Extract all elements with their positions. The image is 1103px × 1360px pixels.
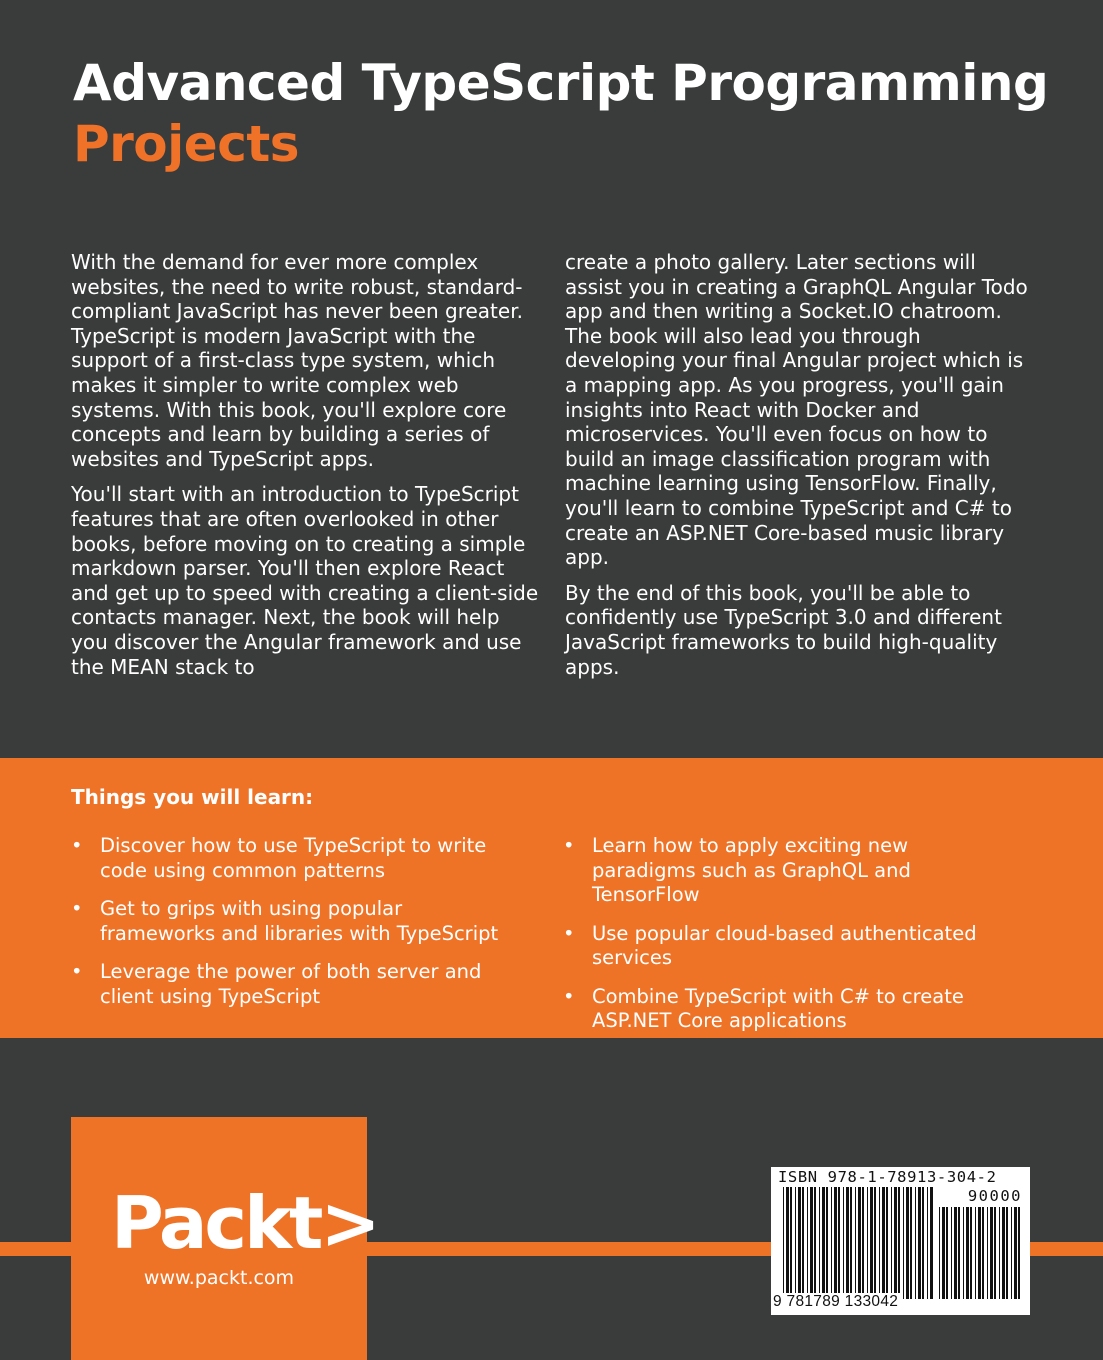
- learn-item: [563, 922, 1013, 971]
- barcode-bar: [910, 1187, 912, 1299]
- barcode-bar: [867, 1187, 868, 1299]
- learn-list-right: [563, 834, 1013, 1048]
- barcode-bar: [946, 1207, 948, 1299]
- learn-item: [71, 960, 521, 1009]
- learn-item-text: Combine TypeScript with C# to create ASP.NET Core applications: [592, 984, 964, 1032]
- barcode-bar: [822, 1187, 825, 1299]
- barcode-bar: [795, 1187, 796, 1299]
- barcode-bar: [963, 1207, 964, 1299]
- barcode-bar: [850, 1187, 852, 1299]
- barcode-bar: [915, 1187, 916, 1299]
- barcode-bar: [870, 1187, 873, 1299]
- barcode-bar: [978, 1207, 981, 1299]
- barcode-bar: [930, 1187, 933, 1299]
- learn-heading: Things you will learn:: [71, 785, 314, 809]
- barcode-bar: [862, 1187, 864, 1299]
- barcode-bar: [894, 1187, 897, 1299]
- barcode-bars-supplement: [939, 1207, 1023, 1299]
- barcode-bar: [790, 1187, 792, 1299]
- barcode-bar: [886, 1187, 888, 1299]
- barcode-bar: [970, 1207, 972, 1299]
- description-left-column: [71, 250, 541, 690]
- description-paragraph: You'll start with an introduction to TypeScript features that are often overlooked in other books, before moving on to creating a simple markdown parser. You'll then explore React and get up to speed with creating a client-side contacts manager. Next, the book will help you discover the Angular framework and use the MEAN stack to: [71, 482, 539, 679]
- bullet-icon: •: [563, 984, 575, 1008]
- bullet-icon: •: [563, 834, 575, 857]
- barcode-bar: [826, 1187, 828, 1299]
- barcode-bar: [843, 1187, 844, 1299]
- bullet-icon: •: [71, 834, 83, 857]
- barcode-bar: [783, 1187, 784, 1299]
- barcode-bar: [786, 1187, 789, 1299]
- barcode-bar: [966, 1207, 969, 1299]
- barcode-bar: [898, 1187, 900, 1299]
- barcode-bar: [855, 1187, 856, 1299]
- barcode-bar: [846, 1187, 849, 1299]
- barcode-bar: [994, 1207, 996, 1299]
- barcode-bar: [939, 1207, 940, 1299]
- learn-item: [71, 834, 521, 883]
- barcode: [771, 1167, 1030, 1315]
- barcode-bar: [858, 1187, 861, 1299]
- barcode-bar: [958, 1207, 960, 1299]
- learn-item-text: Learn how to apply exciting new paradigms such as GraphQL and TensorFlow: [592, 834, 911, 906]
- barcode-bar: [999, 1207, 1000, 1299]
- bullet-icon: •: [563, 921, 575, 945]
- barcode-bars-main: [783, 1187, 933, 1299]
- barcode-bar: [838, 1187, 840, 1299]
- book-subtitle: Projects: [73, 115, 300, 173]
- barcode-bar: [903, 1187, 904, 1299]
- learn-item-text: Get to grips with using popular frameworks and libraries with TypeScript: [100, 897, 499, 945]
- isbn-label: ISBN 978-1-78913-304-2: [778, 1168, 997, 1186]
- price-code: 90000: [967, 1187, 1022, 1205]
- learn-list-left: [71, 834, 521, 1023]
- barcode-bar: [1014, 1207, 1017, 1299]
- barcode-bar: [798, 1187, 801, 1299]
- barcode-bar: [1018, 1207, 1020, 1299]
- ean-number: 9 781789 133042: [773, 1293, 899, 1310]
- description-paragraph: By the end of this book, you'll be able to confidently use TypeScript 3.0 and different JavaScript frameworks to build high-quality apps.: [565, 580, 1002, 679]
- learn-item-text: Leverage the power of both server and client using TypeScript: [100, 960, 482, 1008]
- publisher-url: www.packt.com: [143, 1267, 295, 1289]
- learn-item-text: Discover how to use TypeScript to write code using common patterns: [100, 834, 487, 882]
- learn-item: [563, 985, 1013, 1034]
- barcode-bar: [975, 1207, 976, 1299]
- book-title: Advanced TypeScript Programming: [73, 54, 1049, 112]
- barcode-bar: [1002, 1207, 1005, 1299]
- bullet-icon: •: [71, 960, 83, 983]
- learn-item: [71, 897, 521, 946]
- barcode-bar: [834, 1187, 837, 1299]
- barcode-bar: [954, 1207, 957, 1299]
- barcode-bar: [882, 1187, 885, 1299]
- barcode-bar: [802, 1187, 804, 1299]
- barcode-bar: [819, 1187, 820, 1299]
- description-paragraph: create a photo gallery. Later sections will assist you in creating a GraphQL Angular Todo app and then writing a Socket.IO chatroom. The book will also lead you through developing your final Angular project which is a mapping app. As you progress, you'll gain insights into React with Docker and microservices. You'll even focus on how to build an image classification program with machine learning using TensorFlow. Finally, you'll learn to combine TypeScript and C# to create an ASP.NET Core-based music library app.: [565, 250, 1028, 570]
- barcode-bar: [1011, 1207, 1012, 1299]
- barcode-bar: [891, 1187, 892, 1299]
- barcode-bar: [922, 1187, 924, 1299]
- barcode-bar: [987, 1207, 988, 1299]
- barcode-bar: [879, 1187, 880, 1299]
- description-right-column: [565, 250, 1035, 690]
- publisher-logo-box: [71, 1117, 378, 1360]
- barcode-bar: [810, 1187, 813, 1299]
- barcode-bar: [982, 1207, 984, 1299]
- packt-logo: Packt>: [111, 1181, 378, 1265]
- barcode-bar: [874, 1187, 876, 1299]
- barcode-bar: [1006, 1207, 1008, 1299]
- description-paragraph: With the demand for ever more complex websites, the need to write robust, standard-compliant JavaScript has never been greater. TypeScript is modern JavaScript with the support of a first-class type system, which makes it simpler to write complex web systems. With this book, you'll explore core concepts and learn by building a series of websites and TypeScript apps.: [71, 250, 523, 471]
- learn-item-text: Use popular cloud-based authenticated services: [592, 921, 977, 969]
- barcode-bar: [807, 1187, 808, 1299]
- barcode-bar: [927, 1187, 928, 1299]
- barcode-bar: [918, 1187, 921, 1299]
- barcode-bar: [990, 1207, 993, 1299]
- barcode-bar: [906, 1187, 909, 1299]
- barcode-bar: [951, 1207, 952, 1299]
- barcode-bar: [942, 1207, 945, 1299]
- barcode-bar: [814, 1187, 816, 1299]
- barcode-bar: [831, 1187, 832, 1299]
- bullet-icon: •: [71, 897, 83, 920]
- learn-item: [563, 834, 1013, 908]
